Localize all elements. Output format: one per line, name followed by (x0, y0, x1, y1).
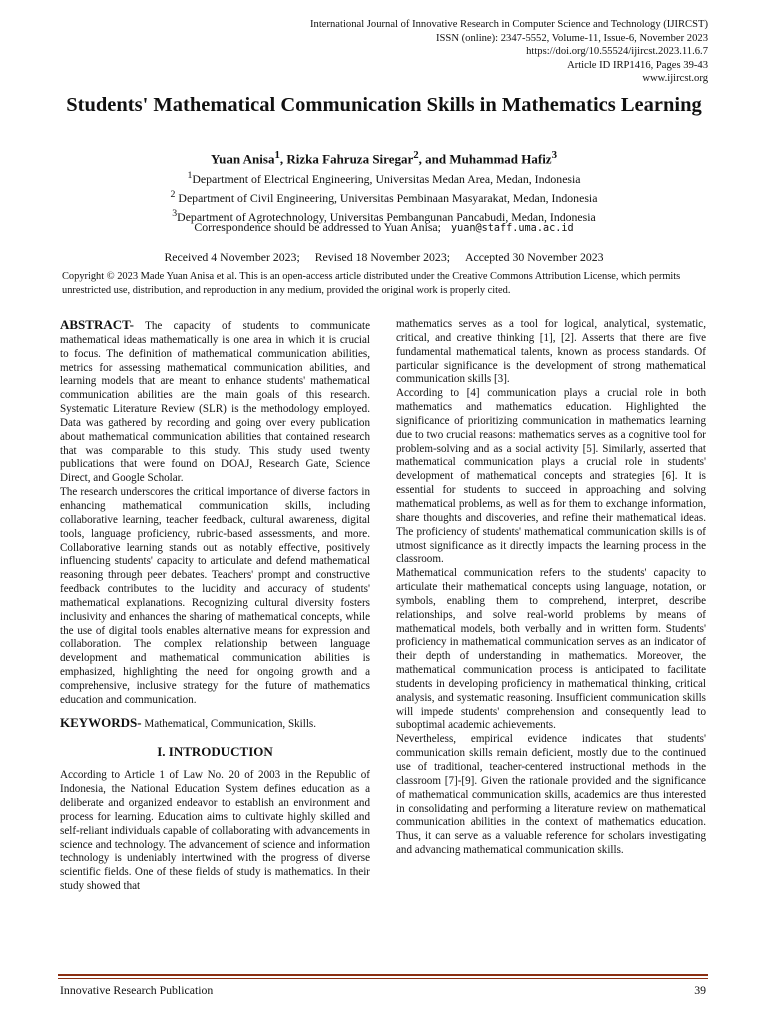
author-sup: 2 (413, 149, 419, 161)
issn-line: ISSN (online): 2347-5552, Volume-11, Issue-6, November 2023 (436, 32, 708, 44)
journal-header (310, 18, 708, 86)
journal-name: International Journal of Innovative Research in Computer Science and Technology (IJIRCST) (310, 19, 708, 30)
author-name: Muhammad Hafiz (449, 151, 552, 167)
page-number: 39 (694, 983, 706, 997)
correspondence-text: Correspondence should be addressed to Yuan Anisa; (194, 220, 441, 234)
abstract-paragraph-2: The research underscores the critical importance of diverse factors in enhancing mathematical communication skills, including collaborative learning, teacher feedback, cultural awareness, digital tools, language proficiency, rubric-based assessments, and more. Collaborative learning stands out as notably effective, positively influencing students' capacity to articulate and defend mathematical reasoning through peer debates. Teachers' prompt and constructive feedback contributes to the lucidity and accuracy of students' mathematical explanations. Recognizing cultural diversity fosters inclusivity and enhances the sharing of mathematical concepts, while the use of digital tools enables alternative means for expression and collaboration. The complex relationship between language development and mathematical communication abilities is emphasized, highlighting the need for ongoing growth and a comprehensive, inclusive strategy for the future of mathematics education and communication. (60, 486, 370, 706)
author-name: Rizka Fahruza Siregar (286, 151, 414, 167)
abstract-label: ABSTRACT- (60, 317, 134, 332)
affiliation-line (0, 168, 768, 187)
author-sup: 3 (551, 149, 558, 161)
intro-paragraph: According to Article 1 of Law No. 20 of 2003 in the Republic of Indonesia, the National Education System defines education as a deliberate and organized endeavor to establish an environment and process for learning. Education aims to cultivate highly skilled and self-reliant individuals capable of collaborating with advancements in science and technology. The advancement of science and information technology is undeniably intertwined with the progress of diverse scientific fields. One of these fields of study is mathematics. In their study showed that (60, 769, 370, 893)
affiliation-text: Department of Electrical Engineering, Universitas Medan Area, Medan, Indonesia (192, 171, 581, 186)
paper-title: Students' Mathematical Communication Skills in Mathematics Learning (66, 94, 702, 116)
correspondence-line (0, 220, 768, 235)
keywords-label: KEYWORDS- (60, 714, 142, 730)
footer-rule-thin (58, 978, 708, 979)
body-paragraph: Mathematical communication refers to the students' capacity to articulate their mathematical concepts using language, notation, or symbols, enabling them to comprehend, interpret, describe relationships, and solve real-world problems by means of mathematical models, both verbally and in written form. Students' proficiency in mathematical communication serves as an indicator of their depth of understanding in mathematics. Moreover, the mathematical communication process is anticipated to facilitate students in developing proficiency in mathematical thinking, critical analysis, and systematic reasoning. Insufficient communication skills will impede students' comprehension and consequently lead to suboptimal academic achievements. (396, 567, 706, 732)
author-list (0, 149, 768, 167)
body-paragraph: According to [4] communication plays a crucial role in both mathematics and mathematics education. Highlighted the significance of prioritizing communication in mathematics learning due to two crucial reasons: mathematics serves as a cognitive tool for problem-solving and as a social activity [5]. Similarly, asserted that mathematical communication plays a crucial role in students' development of mathematical concepts and strategies [6]. It is essential for students to succeed in approaching and solving mathematical problems, as well as for them to exchange information, share thoughts and discoveries, and refine their mathematical ideas. The proficiency of students' mathematical communication skills is of utmost significance as it directly impacts the learning process in the classroom. (396, 387, 706, 566)
section-heading-introduction: I. INTRODUCTION (157, 744, 273, 760)
affiliation-text: Department of Agrotechnology, Universitas Pembangunan Pancabudi, Medan, Indonesia (177, 209, 596, 224)
article-dates (0, 250, 768, 265)
affiliation-sup: 2 (170, 188, 176, 200)
accepted-date: Accepted 30 November 2023 (464, 250, 604, 264)
article-id: Article ID IRP1416, Pages 39-43 (567, 59, 708, 71)
affiliation-sup: 3 (172, 207, 178, 219)
revised-date: Revised 18 November 2023; (314, 250, 451, 264)
email-link[interactable]: yuan@staff.uma.ac.id (450, 223, 574, 234)
publisher-name: Innovative Research Publication (60, 983, 214, 997)
right-column (396, 318, 706, 858)
affiliation-line (0, 187, 768, 206)
copyright-notice: Copyright © 2023 Made Yuan Anisa et al. This is an open-access article distributed under the Creative Commons Attribution License, which permits unrestricted use, distribution, and reproduction in any medium, provided the original work is properly cited. (62, 271, 681, 296)
affiliations (0, 168, 768, 225)
abstract-text: The capacity of students to communicate mathematical ideas mathematically is one area in which it is crucial to focus. The definition of mathematical communication abilities, metrics for assessing mathematical communication abilities, and learning models that are meant to enhance students' mathematical communication abilities are the main goals of this research. Systematic Literature Review (SLR) is the methodology employed. Data was gathered by recording and going over every publication about mathematical communication abilities that contained research that was comparable to this study. This study used twenty publications that were found on DOAJ, Research Gate, Science Direct, and Google Scholar. (60, 320, 370, 485)
abstract-paragraph (60, 318, 370, 486)
author-sup: 1 (274, 149, 280, 161)
body-paragraph: Nevertheless, empirical evidence indicates that students' communication skills remain deficient, mostly due to the continued use of traditional, teacher-centered instructional methods in the classroom [7]-[9]. Given the rationale provided and the significance of mathematical communication skills, academics are thus interested in consolidating and performing a literature review on mathematical communication abilities in the context of mathematics education. Thus, it can serve as a valuable reference for scholars investigating and advancing mathematical communication skills. (396, 733, 706, 857)
footer-rule (58, 974, 708, 976)
author-separator: , (279, 151, 287, 167)
author-name: Yuan Anisa (210, 151, 275, 167)
left-column (60, 318, 370, 894)
doi-link[interactable]: https://doi.org/10.55524/ijircst.2023.11.6.7 (526, 46, 708, 58)
keywords-paragraph (60, 716, 370, 732)
author-separator: , and (418, 151, 450, 167)
body-paragraph: mathematics serves as a tool for logical, analytical, systematic, critical, and creative thinking [1], [2]. Asserts that there are five fundamental mathematical talents, known as process standards. Of particular significance is the development of strong mathematical communication skills [3]. (396, 318, 706, 386)
keywords-text: Mathematical, Communication, Skills. (141, 717, 317, 730)
received-date: Received 4 November 2023; (164, 250, 300, 264)
affiliation-sup: 1 (187, 170, 193, 181)
affiliation-text: Department of Civil Engineering, Universitas Pembinaan Masyarakat, Medan, Indonesia (178, 190, 598, 205)
journal-website[interactable]: www.ijircst.org (642, 73, 708, 85)
